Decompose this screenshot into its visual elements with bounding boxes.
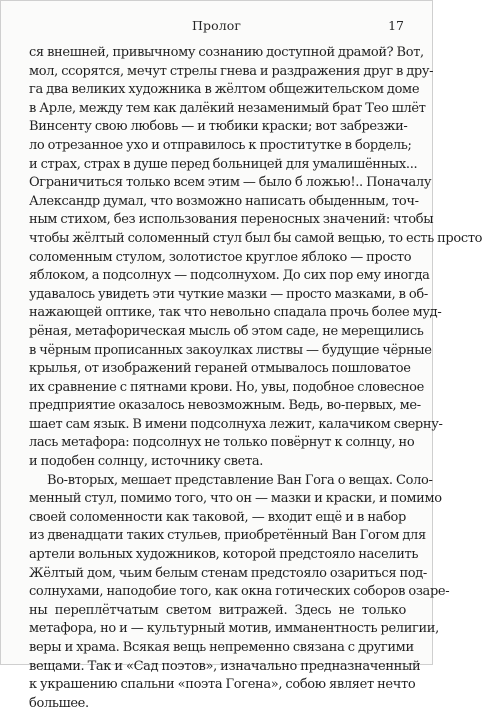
text-line: Ограничиться только всем этим — было б ложью!.. Поначалу bbox=[29, 175, 432, 191]
text-line: предприятие оказалось невозможным. Ведь, во-первых, ме- bbox=[29, 398, 421, 414]
text-line: ны переплётчатым светом витражей. Здесь не только bbox=[29, 602, 406, 618]
body-text bbox=[29, 44, 482, 713]
text-line: яблоком, а подсолнух — подсолнухом. До сих пор ему иногда bbox=[29, 268, 430, 284]
page-number: 17 bbox=[388, 18, 404, 33]
page-header bbox=[1, 18, 432, 34]
text-line: артели вольных художников, которой предстояло населить bbox=[29, 547, 419, 563]
text-line: крылья, от изображений гераней отмывалось пошловатое bbox=[29, 361, 411, 377]
text-line: нажающей оптике, так что невольно спадала прочь более муд- bbox=[29, 305, 442, 321]
text-line: к украшению спальни «поэта Гогена», собою являет нечто bbox=[29, 677, 416, 693]
text-line: удавалось увидеть эти чуткие мазки — просто мазками, в об- bbox=[29, 286, 428, 302]
text-line: из двенадцати таких стульев, приобретённый Ван Гогом для bbox=[29, 528, 426, 544]
text-line: солнухами, наподобие того, как окна готических соборов озаре- bbox=[29, 584, 450, 600]
text-line: лась метафора: подсолнух не только повёрнут к солнцу, но bbox=[29, 435, 415, 451]
text-line: ся внешней, привычному сознанию доступной драмой? Вот, bbox=[29, 45, 424, 60]
text-line: большее. bbox=[29, 695, 89, 711]
text-line: в Арле, между тем как далёкий незаменимый брат Тео шлёт bbox=[29, 100, 426, 116]
text-line: мол, ссорятся, мечут стрелы гнева и раздражения друг в дру- bbox=[29, 63, 434, 79]
text-line: Александр думал, что возможно написать обыденным, точ- bbox=[29, 193, 419, 209]
text-line: в чёрным прописанных закоулках листвы — будущие чёрные bbox=[29, 342, 432, 358]
text-line: их сравнение с пятнами крови. Но, увы, подобное словесное bbox=[29, 379, 424, 395]
text-line: и подобен солнцу, источнику света. bbox=[29, 454, 264, 470]
text-line: чтобы жёлтый соломенный стул был бы самой вещью, то есть просто bbox=[29, 230, 482, 246]
text-line: шает сам язык. В имени подсолнуха лежит, калачиком сверну- bbox=[29, 416, 443, 432]
text-line: ным стихом, без использования переносных значений: чтобы bbox=[29, 212, 434, 228]
text-line: метафора, но и — культурный мотив, имманентность религии, bbox=[29, 621, 439, 637]
text-line: веры и храма. Всякая вещь непременно связана с другими bbox=[29, 640, 414, 655]
text-line: своей соломенности как таковой, — входит ещё и в набор bbox=[29, 509, 406, 525]
text-line: Во-вторых, мешает представление Ван Гога о вещах. Соло- bbox=[47, 472, 433, 488]
text-line: менный стул, помимо того, что он — мазки и краски, и помимо bbox=[29, 491, 442, 507]
text-line: Винсенту свою любовь — и тюбики краски; вот забрезжи- bbox=[29, 119, 408, 135]
text-line: вещами. Так и «Сад поэтов», изначально предназначенный bbox=[29, 658, 421, 674]
text-line: га два великих художника в жёлтом общежительском доме bbox=[29, 82, 420, 98]
text-line: соломенным стулом, золотистое круглое яблоко — просто bbox=[29, 249, 412, 265]
text-line: рёная, метафорическая мысль об этом саде, не мерещились bbox=[29, 323, 424, 339]
text-line: ло отрезанное ухо и отправилось к проститутке в бордель; bbox=[29, 137, 412, 153]
running-title: Пролог bbox=[191, 18, 242, 33]
text-line: и страх, страх в душе перед больницей для умалишённых... bbox=[29, 156, 418, 172]
text-line: Жёлтый дом, чьим белым стенам предстояло озариться под- bbox=[29, 565, 427, 581]
